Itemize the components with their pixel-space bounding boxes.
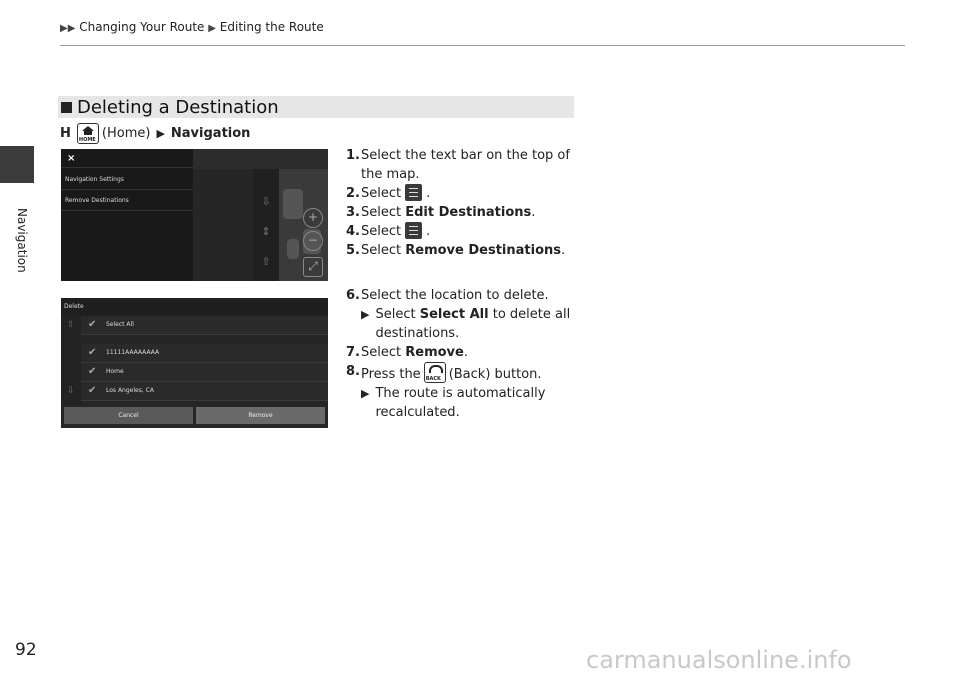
list-item[interactable]: ✔ Select All [81,316,328,335]
step-6-note: ▶ Select Select All to delete all destinations. [361,307,571,341]
step-8: 8. Press the BACK (Back) button. [346,364,542,382]
checkmark-icon[interactable]: ✔ [88,347,97,358]
breadcrumb-item-changing-route[interactable]: Changing Your Route [79,20,205,34]
zoom-out-icon[interactable]: − [303,231,323,251]
list-item[interactable]: ✔ 11111AAAAAAAA [81,344,328,363]
checkmark-icon[interactable]: ✔ [88,385,97,396]
instruction-steps [346,146,586,422]
page-number: 92 [15,640,37,660]
chevron-updown-icon[interactable]: ⇕ [261,225,271,238]
step-5: 5. Select Remove Destinations. [346,243,566,258]
list-item[interactable]: ✔ Los Angeles, CA [81,382,328,401]
close-icon[interactable]: × [67,153,76,164]
options-menu [61,149,193,281]
home-button-icon: HOME [77,123,99,144]
watermark: carmanualsonline.info [586,646,852,674]
step-2: 2. Select . [346,186,431,201]
chapter-tab-label: Navigation [15,208,29,273]
chevron-right-icon: ▶▶ [60,23,76,34]
fullscreen-icon[interactable]: ⤢ [303,257,323,277]
step-4: 4. Select . [346,224,431,239]
arrow-right-icon: ▶ [361,387,370,400]
cancel-button[interactable]: Cancel [64,407,193,424]
chevron-down-icon[interactable]: ⇩ [261,195,271,208]
breadcrumb-item-editing-route[interactable]: Editing the Route [219,20,324,34]
arrow-up-icon[interactable]: ⇧ [67,320,75,330]
breadcrumb [60,20,324,34]
menu-icon [405,184,422,201]
back-button-icon: BACK [424,362,446,383]
delete-title: Delete [61,298,328,316]
menu-item-remove-destinations[interactable]: Remove Destinations [65,197,129,204]
chevron-right-icon: ▶ [208,23,216,34]
map-top-bar [193,149,328,169]
menu-item-navigation-settings[interactable]: Navigation Settings [65,176,124,183]
list-item[interactable]: ✔ Home [81,363,328,382]
checkmark-icon[interactable]: ✔ [88,319,97,330]
step-7: 7. Select Remove. [346,345,468,360]
navigation-path [60,123,250,144]
step-6: 6. Select the location to delete. [346,288,549,303]
step-8-note: ▶ The route is automatically recalculated. [361,386,546,420]
arrow-down-icon[interactable]: ⇩ [67,386,75,396]
arrow-right-icon: ▶ [156,127,165,140]
home-label: (Home) [101,126,151,141]
list-side-strip [61,316,81,404]
step-1: 1. Select the text bar on the top of the map. [346,148,570,182]
menu-icon [405,222,422,239]
zoom-in-icon[interactable]: + [303,208,323,228]
section-title: Deleting a Destination [77,96,279,118]
remove-button[interactable]: Remove [196,407,325,424]
section-header [58,96,574,118]
hotkey-icon: H [60,126,71,141]
checkmark-icon[interactable]: ✔ [88,366,97,377]
path-destination: Navigation [170,126,251,141]
screenshot-map-menu [61,149,328,281]
square-bullet-icon [61,102,72,113]
chapter-tab-marker [0,146,34,183]
arrow-right-icon: ▶ [361,308,370,321]
screenshot-delete-list [61,298,328,428]
chevron-up-icon[interactable]: ⇧ [261,255,271,268]
step-3: 3. Select Edit Destinations. [346,205,536,220]
header-divider [60,45,905,46]
